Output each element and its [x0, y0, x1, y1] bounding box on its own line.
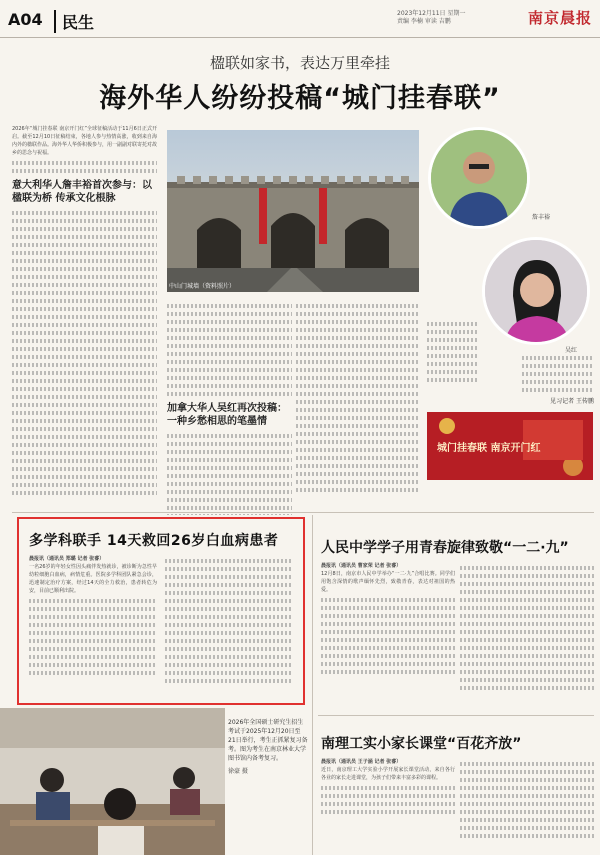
photo-caption: 中山门城墙（资料照片）	[169, 283, 236, 290]
article-school-col1	[321, 562, 455, 707]
issue-meta	[397, 10, 517, 26]
city-gate-illustration	[167, 130, 419, 292]
lead-column-right-b	[522, 352, 594, 408]
article-kids-byline: 晨报讯（通讯员 王子涵 记者 张睿）	[321, 759, 402, 765]
featured-article-box	[17, 517, 305, 705]
lead-column-mid2	[296, 300, 419, 515]
issue-editors: 责编 李楠 审读 吉鹏	[397, 18, 451, 25]
page-header	[0, 0, 600, 38]
article-rescue-body: 一名26岁的年轻女性因头痛伴发热就诊，被诊断为急性早幼粒细胞白血病，病情危重。医院多学科团队紧急会诊，迅速制定治疗方案，经过14天的全力救治，患者转危为安，目前已顺利出院。	[29, 564, 157, 594]
portrait-man	[428, 127, 530, 229]
library-photo	[0, 708, 225, 855]
library-caption-text: 2026年全国硕士研究生招生考试于2025年12月20日至21日举行，考生正抓紧复习备考。图为考生在南京林业大学图书馆内备考复习。	[228, 719, 308, 762]
library-photo-block	[0, 708, 312, 855]
article-rescue-col1	[29, 555, 157, 699]
banner-text: 城门挂春联 南京开门红	[437, 443, 541, 454]
portrait-man-name: 詹丰裕	[532, 214, 551, 221]
city-gate-photo	[167, 130, 419, 292]
festival-banner	[427, 412, 593, 480]
article-rescue-title: 多学科联手 14天救回26岁白血病患者	[29, 533, 279, 549]
library-photo-caption	[228, 718, 308, 776]
article-kids-col2	[460, 758, 594, 850]
section-name: 民生	[54, 10, 94, 33]
portrait-woman-name: 吴红	[565, 347, 578, 354]
portrait-woman	[482, 237, 590, 345]
lead-column-left	[12, 125, 157, 515]
article-kids-col1	[321, 758, 455, 850]
lead-column-mid	[167, 300, 292, 515]
lead-subhead-1: 意大利华人詹丰裕首次参与：以楹联为桥 传承文化根脉	[12, 180, 152, 204]
lead-intro: 2026年“城门挂春联 南京开门红”全球征稿活动于11月6日正式开启。截至12月10日征稿结束，各地人参与热情高涨，收到来自海内外的楹联作品。海外华人华侨积极参与，用一副副对联寄托对故乡的思念与祝福。	[12, 126, 157, 156]
library-caption-credit: 徐豪 摄	[228, 768, 248, 775]
lead-signature: 见习记者 王传鹏	[550, 398, 594, 405]
article-school-col2	[460, 562, 594, 707]
article-school-title: 人民中学学子用青春旋律致敬“一二·九”	[321, 540, 569, 556]
article-rescue-col2	[165, 555, 293, 699]
lead-kicker: 楹联如家书，表达万里牵挂	[209, 54, 390, 72]
article-kids-body: 近日，南京理工大学实验小学开展家长课堂活动，来自各行各业的家长走进课堂，为孩子们带来丰富多彩的课程。	[321, 767, 455, 781]
lead-headline: 海外华人纷纷投稿“城门挂春联”	[99, 83, 501, 114]
article-school-body: 12月8日，南京市人民中学举办“一二·九”合唱比赛。同学们用饱含深情的歌声缅怀先烈，致敬青春，表达对祖国的热爱。	[321, 571, 455, 593]
article-school-byline: 晨报讯（通讯员 曹家荣 记者 张睿）	[321, 563, 402, 569]
article-rescue-byline: 晨报讯（通讯员 郑璐 记者 张睿）	[29, 556, 105, 562]
lead-subhead-2: 加拿大华人吴红再次投稿：一种乡愁相思的笔墨情	[167, 403, 287, 427]
article-kids-title: 南理工实小家长课堂“百花齐放”	[321, 736, 522, 752]
issue-date: 2023年12月11日 星期一	[397, 10, 466, 17]
lead-column-right-a	[427, 318, 479, 406]
newspaper-logo: 南京晨报	[528, 9, 593, 27]
page-number: A04	[8, 10, 43, 29]
